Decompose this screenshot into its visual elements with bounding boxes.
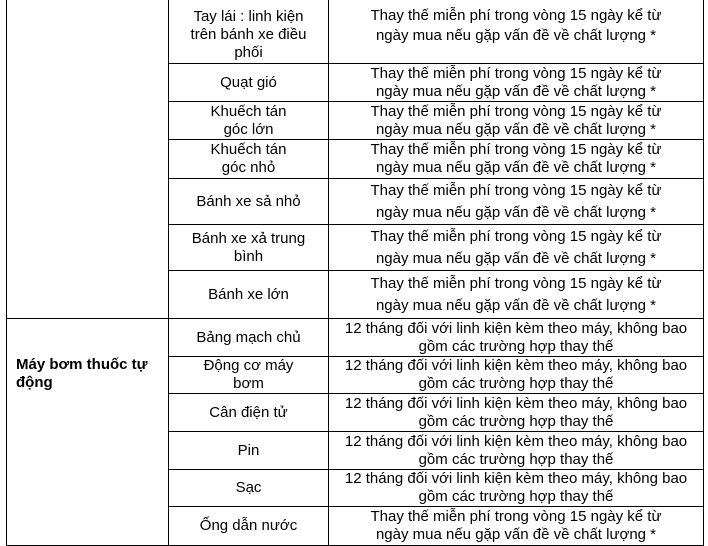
warranty-cell: 12 tháng đối với linh kiện kèm theo máy, không bao gồm các trường hợp thay thế	[344, 394, 688, 430]
warranty-cell: Thay thế miễn phí trong vòng 15 ngày kể từ ngày mua nếu gặp vấn đề về chất lượng *	[370, 7, 662, 44]
item-cell: Bánh xe lớn	[208, 285, 289, 303]
warranty-cell: 12 tháng đối với linh kiện kèm theo máy, không bao gồm các trường hợp thay thế	[344, 470, 688, 505]
warranty-cell: 12 tháng đối với linh kiện kèm theo máy, không bao gồm các trường hợp thay thế	[344, 357, 688, 392]
warranty-cell: Thay thế miễn phí trong vòng 15 ngày kể từ ngày mua nếu gặp vấn đề về chất lượng *	[370, 64, 662, 100]
warranty-cell: 12 tháng đối với linh kiện kèm theo máy, không bao gồm các trường hợp thay thế	[344, 319, 688, 355]
item-cell: Cân điện tử	[209, 403, 288, 421]
warranty-cell: Thay thế miễn phí trong vòng 15 ngày kể từ ngày mua nếu gặp vấn đề về chất lượng *	[370, 508, 662, 543]
item-cell: Bánh xe sả nhỏ	[196, 192, 301, 210]
item-cell: Bảng mạch chủ	[196, 328, 301, 346]
item-cell: Bánh xe xả trung bình	[191, 229, 306, 265]
warranty-cell: Thay thế miễn phí trong vòng 15 ngày kể từ ngày mua nếu gặp vấn đề về chất lượng *	[370, 181, 662, 221]
item-cell: Động cơ máy bơm	[203, 357, 294, 392]
right-border	[703, 0, 704, 546]
item-cell: Ống dẫn nước	[199, 517, 298, 534]
category-label: Máy bơm thuốc tự động	[16, 356, 148, 391]
warranty-cell: 12 tháng đối với linh kiện kèm theo máy, không bao gồm các trường hợp thay thế	[344, 432, 688, 468]
item-cell: Tay lái : linh kiện trên bánh xe điều phối	[190, 7, 307, 61]
warranty-cell: Thay thế miễn phí trong vòng 15 ngày kể từ ngày mua nếu gặp vấn đề về chất lượng *	[370, 141, 662, 176]
warranty-table	[6, 0, 704, 546]
item-cell: Quạt gió	[220, 73, 277, 91]
warranty-cell: Thay thế miễn phí trong vòng 15 ngày kể từ ngày mua nếu gặp vấn đề về chất lượng *	[370, 227, 662, 267]
item-cell: Khuếch tán góc nhỏ	[210, 141, 287, 176]
warranty-cell: Thay thế miễn phí trong vòng 15 ngày kể từ ngày mua nếu gặp vấn đề về chất lượng *	[370, 274, 662, 314]
left-border	[6, 0, 7, 546]
item-cell: Sạc	[235, 479, 262, 496]
warranty-cell: Thay thế miễn phí trong vòng 15 ngày kể từ ngày mua nếu gặp vấn đề về chất lượng *	[370, 102, 662, 138]
item-cell: Pin	[237, 441, 260, 459]
item-cell: Khuếch tán góc lớn	[210, 102, 287, 138]
